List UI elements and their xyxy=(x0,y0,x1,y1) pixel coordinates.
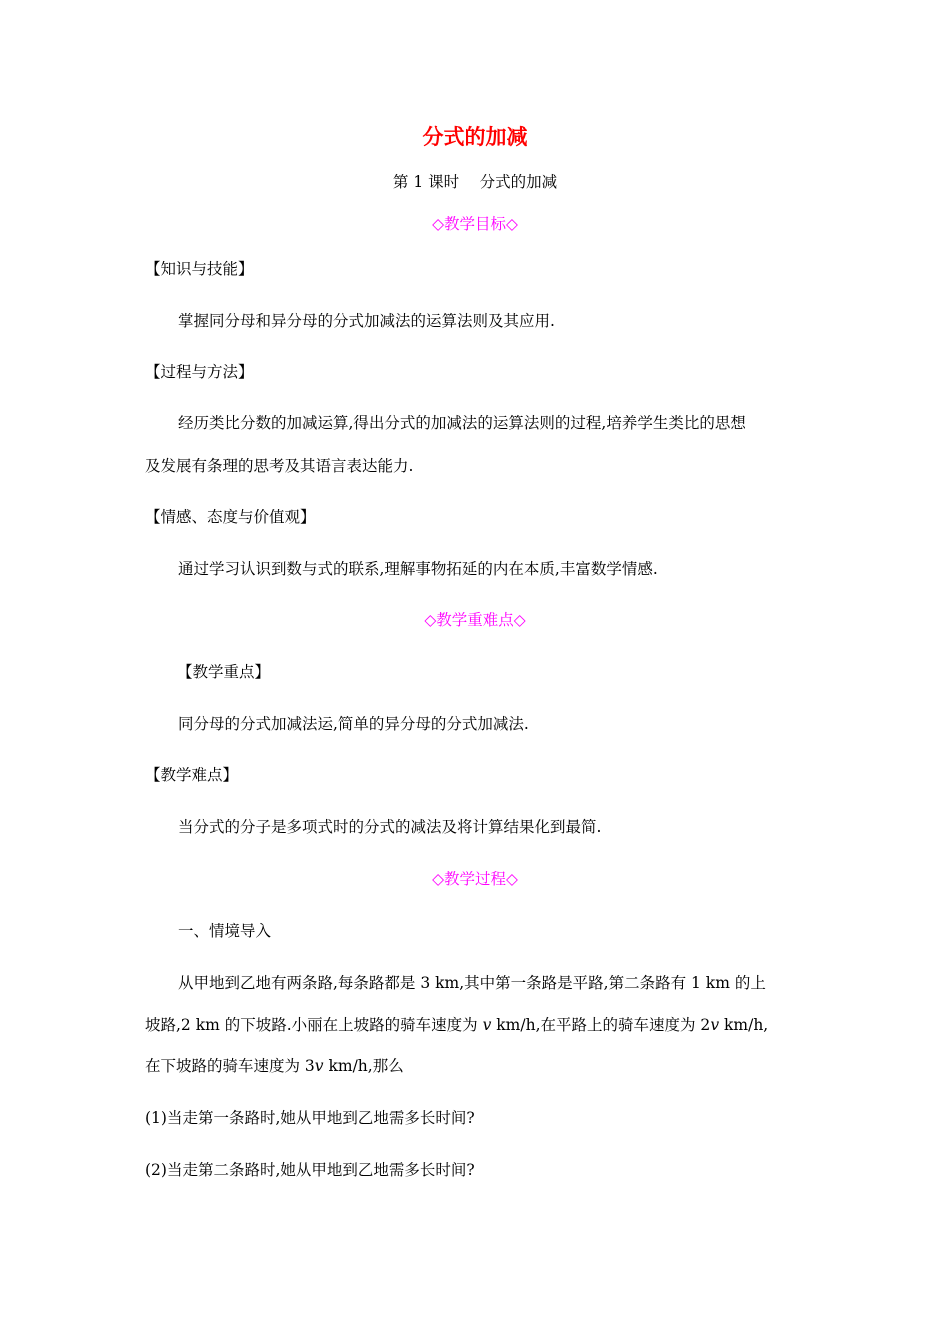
question-1: (1)当走第一条路时,她从甲地到乙地需多长时间? xyxy=(145,1109,475,1127)
process-method-text-line-1: 经历类比分数的加减运算,得出分式的加减法的运算法则的过程,培养学生类比的思想 xyxy=(178,414,746,432)
scenario-text-segment: km/h,在平路上的骑车速度为 2 xyxy=(491,1016,711,1034)
process-method-text-line-2: 及发展有条理的思考及其语言表达能力. xyxy=(145,457,414,475)
variable-v: v xyxy=(482,1016,492,1034)
process-method-label: 【过程与方法】 xyxy=(145,363,254,381)
emotion-attitude-text: 通过学习认识到数与式的联系,理解事物拓延的内在本质,丰富数学情感. xyxy=(178,560,658,578)
scenario-text-segment: 坡路,2 km 的下坡路.小丽在上坡路的骑车速度为 xyxy=(145,1016,483,1034)
intro-heading: 一、情境导入 xyxy=(178,922,272,940)
question-2: (2)当走第二条路时,她从甲地到乙地需多长时间? xyxy=(145,1161,475,1179)
knowledge-skills-text: 掌握同分母和异分母的分式加减法的运算法则及其应用. xyxy=(178,312,555,330)
section-heading-process: ◇教学过程◇ xyxy=(432,870,518,888)
document-title: 分式的加减 xyxy=(422,124,528,149)
teaching-focus-text: 同分母的分式加减法运,简单的异分母的分式加减法. xyxy=(178,715,529,733)
variable-v: v xyxy=(710,1016,720,1034)
variable-v: v xyxy=(314,1057,324,1075)
emotion-attitude-label: 【情感、态度与价值观】 xyxy=(145,508,316,526)
scenario-text-segment: km/h,那么 xyxy=(323,1057,404,1075)
teaching-difficulty-text: 当分式的分子是多项式时的分式的减法及将计算结果化到最简. xyxy=(178,818,602,836)
knowledge-skills-label: 【知识与技能】 xyxy=(145,260,254,278)
scenario-text-segment: 在下坡路的骑车速度为 3 xyxy=(145,1057,315,1075)
scenario-paragraph-line-2 xyxy=(145,1015,768,1035)
section-heading-objectives: ◇教学目标◇ xyxy=(432,215,518,233)
teaching-focus-label: 【教学重点】 xyxy=(177,663,271,681)
scenario-paragraph-line-1: 从甲地到乙地有两条路,每条路都是 3 km,其中第一条路是平路,第二条路有 1 km 的上 xyxy=(178,974,766,992)
lesson-subtitle: 第 1 课时 分式的加减 xyxy=(392,173,558,191)
scenario-text-segment: km/h, xyxy=(719,1016,769,1034)
section-heading-key-points: ◇教学重难点◇ xyxy=(424,611,526,629)
teaching-difficulty-label: 【教学难点】 xyxy=(145,766,239,784)
scenario-paragraph-line-3 xyxy=(145,1056,404,1076)
